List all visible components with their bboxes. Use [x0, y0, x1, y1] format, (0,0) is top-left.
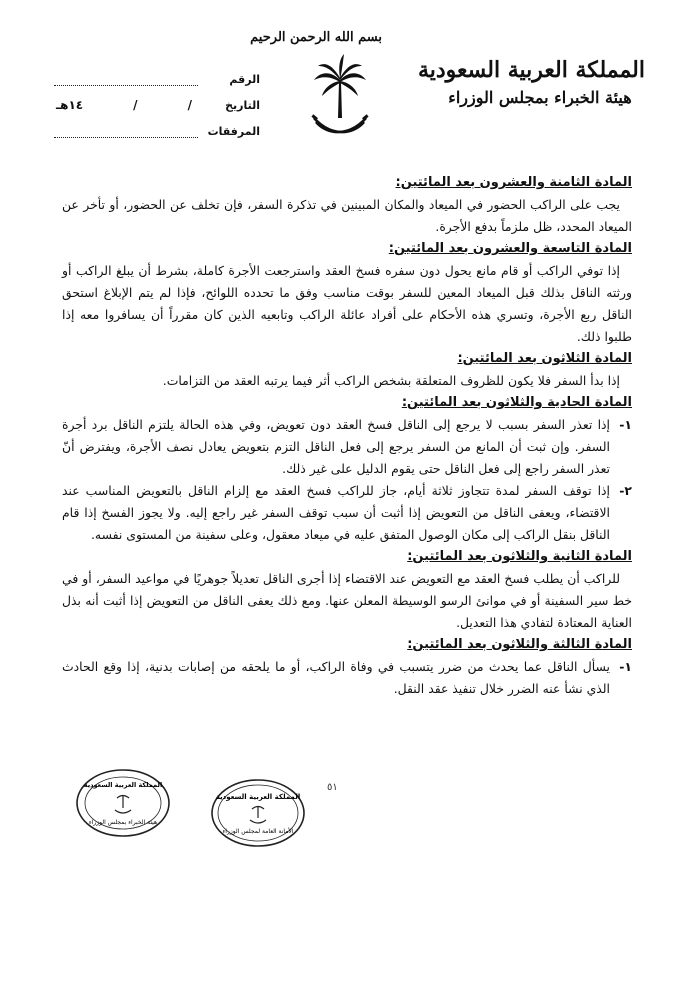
document-meta	[50, 60, 260, 138]
number-label: الرقم	[229, 73, 260, 86]
date-label: التاريخ	[225, 99, 260, 112]
article-228-text: يجب على الراكب الحضور في الميعاد والمكان المبينين في تذكرة السفر، فإن تخلف عن الحضور، أو تأخر عن الميعاد المحدد، ظل ملزماً بدفع الأجرة.	[62, 197, 632, 234]
stamp1-emblem-icon	[250, 806, 266, 823]
date-row	[50, 86, 260, 112]
article-232-text: للراكب أن يطلب فسخ العقد مع التعويض عند الاقتضاء إذا أجرى الناقل تعديلاً جوهريًا في مواعيد السفر، أو في خط سير السفينة أو في موانئ الرسو الوسيطة المعلن عنها. ومع ذلك يعفى الناقل من التعويض إذا أثبت أنه بذل العناية المعتادة لتفادي هذا التعديل.	[62, 571, 632, 630]
item-number: ٢-	[619, 483, 632, 498]
article-229-text: إذا توفي الراكب أو قام مانع يحول دون سفره فسخ العقد واسترجعت الأجرة كاملة، بشرط أن يبلغ الراكب أو ورثته الناقل بذلك قبل الميعاد المعين للسفر بوقت مناسب وفق ما تحدده اللوائح، فإذا لم يتم الإبلاغ استحق الناقل ربع الأجرة، وتسري هذه الأحكام على أفراد عائلة الراكب وتابعيه الذين كان مقرراً أن يسافروا معه إذا طلبوا ذلك.	[62, 263, 632, 344]
article-230-text: إذا بدأ السفر فلا يكون للظروف المتعلقة بشخص الراكب أثر فيما يرتبه العقد من التزامات.	[162, 373, 620, 388]
stamp1-subtitle: الأمانة العامة لمجلس الوزراء	[222, 828, 294, 835]
basmala: بسم الله الرحمن الرحيم	[250, 30, 382, 45]
number-row	[50, 60, 260, 86]
stamp1-title: المملكة العربية السعودية	[215, 793, 301, 801]
official-stamp-experts	[75, 768, 171, 838]
item-text: يسأل الناقل عما يحدث من ضرر يتسبب في وفاة الراكب، أو ما يلحقه من إصابات بدنية، إذا وقع الحادث الذي نشأ عنه الضرر خلال تنفيذ عقد النقل.	[62, 659, 610, 696]
kingdom-name: المملكة العربية السعودية	[417, 57, 645, 83]
document-body	[62, 172, 632, 700]
attachments-row	[50, 112, 260, 138]
date-suffix: ١٤هـ	[56, 98, 84, 112]
article-230-title: المادة الثلاثون بعد المائتين:	[457, 351, 632, 366]
date-sep-1: /	[187, 98, 192, 112]
attachments-line	[54, 123, 198, 138]
article-233-item-1	[62, 656, 632, 700]
stamp2-title: المملكة العربية السعودية	[83, 781, 163, 789]
article-231-title: المادة الحادية والثلاثون بعد المائتين:	[401, 395, 632, 410]
item-number: ١-	[619, 417, 632, 432]
item-number: ١-	[619, 659, 632, 674]
official-stamp-secretariat	[210, 778, 306, 848]
number-line	[54, 71, 198, 86]
article-232-title: المادة الثانية والثلاثون بعد المائتين:	[407, 549, 632, 564]
attachments-label: المرفقات	[207, 125, 260, 138]
date-parts	[50, 98, 198, 112]
date-sep-2: /	[133, 98, 138, 112]
article-229-title: المادة التاسعة والعشرون بعد المائتين:	[388, 241, 632, 256]
authority-name: هيئة الخبراء بمجلس الوزراء	[448, 88, 632, 107]
article-233-title: المادة الثالثة والثلاثون بعد المائتين:	[407, 637, 632, 652]
issuer-header	[417, 55, 645, 111]
article-228-title: المادة الثامنة والعشرون بعد المائتين:	[395, 175, 632, 190]
item-text: إذا توقف السفر لمدة تتجاوز ثلاثة أيام، جاز للراكب فسخ العقد مع إلزام الناقل بالتعويض المناسب عند الاقتضاء، ويعفى الناقل من التعويض إذا أثبت أن سبب توقف السفر غير راجع إليه. ولا يجوز الفسخ إذا قام الناقل بنقل الراكب إلى مكان الوصول المتفق عليه في ميعاد معقول، وعلى سفينة من المستوى نفسه.	[62, 483, 610, 542]
item-text: إذا تعذر السفر بسبب لا يرجع إلى الناقل فسخ العقد دون تعويض، وفي هذه الحالة يلتزم الناقل برد أجرة السفر. وإن ثبت أن المانع من السفر يرجع إلى فعل الناقل التزم بتعويض يعادل نصف الأجرة، ويفترض أنّ تعذر السفر راجع إلى فعل الناقل حتى يقوم الدليل على غير ذلك.	[62, 417, 610, 476]
saudi-emblem-icon	[310, 52, 370, 142]
stamp2-emblem-icon	[115, 795, 131, 813]
article-231-item-2	[62, 480, 632, 546]
stamp2-subtitle: هيئة الخبراء بمجلس الوزراء	[88, 819, 158, 826]
page-number: ٥١	[327, 782, 338, 793]
article-231-item-1	[62, 414, 632, 480]
